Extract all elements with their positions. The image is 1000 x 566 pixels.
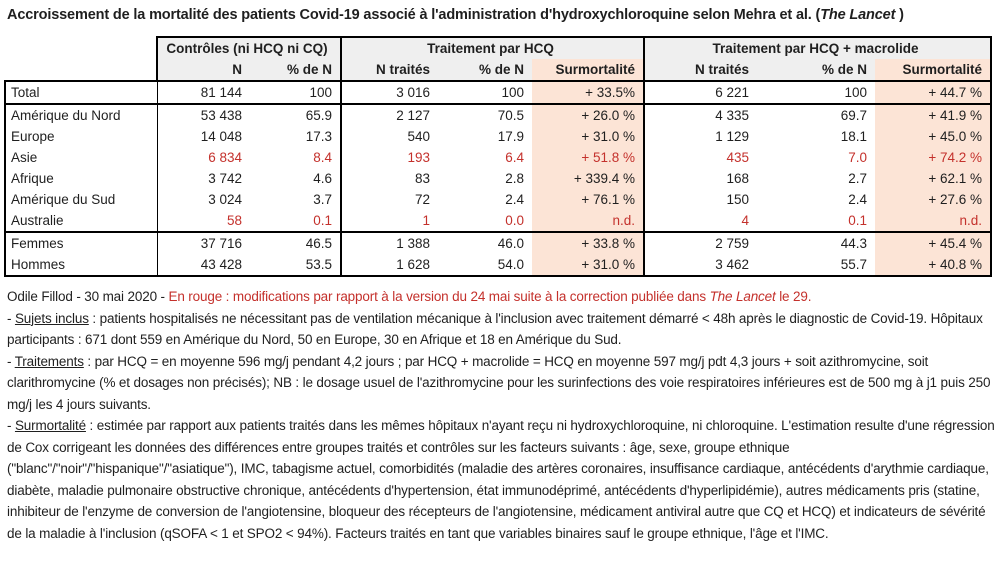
table-row — [5, 104, 991, 126]
footnote-segment: : estimée par rapport aux patients traités dans les mêmes hôpitaux n'ayant reçu ni hydroxychloroquine, ni chloroquine. L'estimation resulte d'une régression de Cox corrigeant les données des différences entre groupes traités et contrôles sur les facteurs suivants : âge, sexe, groupe ethnique ("blanc"/"noir"/"hispanique"/"asiatique"), IMC, tabagisme actuel, comorbidités (maladie des artères coronaires, insuffisance cardiaque, antécédents d'arythmie cardiaque, diabète, maladie pulmonaire obstructive chronique, antécédents d'hypertension, état immunodéprimé, antécédents d'hyperlipidémie), autres médicaments pris (statine, inhibiteur de l'enzyme de conversion de l'angiotensine, bloqueur des récepteurs de l'angiotensine, médicament antiviral autre que CQ et HCQ) et indicateurs de sévérité de la maladie à l'inclusion (qSOFA < 1 et SPO2 < 94%). Facteurs traités en tant que variables binaires sauf le groupe ethnique, l'âge et l'IMC. — [7, 418, 995, 541]
table-row — [5, 232, 991, 254]
value-cell: + 27.6 % — [875, 189, 991, 210]
value-cell: + 26.0 % — [532, 104, 644, 126]
col-header-n-traites: N traités — [644, 59, 757, 81]
group-header-controls: Contrôles (ni HCQ ni CQ) — [157, 37, 341, 59]
value-cell: + 40.8 % — [875, 254, 991, 276]
row-label: Australie — [5, 210, 157, 232]
value-cell: 3 024 — [208, 192, 242, 207]
row-label: Hommes — [5, 254, 157, 276]
footnote-segment: The Lancet — [709, 289, 776, 304]
value-cell: 6.4 — [505, 150, 524, 165]
footnote-segment: : patients hospitalisés ne nécessitant pas de ventilation mécanique à l'inclusion avec traitement démarré < 48h après le diagnostic de Covid-19. Hôpitaux participants : 671 dont 559 en Amérique du Nord, 50 en Europe, 30 en Afrique et 18 en Amérique du Sud. — [7, 310, 983, 347]
value-cell: 168 — [644, 168, 757, 189]
page-title-end: ) — [895, 7, 904, 23]
table-body — [5, 81, 991, 276]
value-cell: + 51.8 % — [532, 147, 644, 168]
corner-cell — [5, 59, 157, 81]
value-cell: 58 — [226, 213, 242, 228]
value-cell: + 45.0 % — [875, 126, 991, 147]
value-cell: 540 — [341, 126, 438, 147]
mortality-table — [4, 36, 992, 277]
value-cell: 53 438 — [157, 104, 250, 126]
value-cell: 17.9 — [497, 129, 524, 144]
value-cell: 46.0 — [438, 232, 532, 254]
value-cell: 18.1 — [840, 129, 867, 144]
table-row — [5, 81, 991, 104]
table-row — [5, 254, 991, 276]
footnote-segment: Sujets inclus — [14, 310, 89, 326]
row-label: Amérique du Sud — [5, 189, 157, 210]
page-title — [0, 0, 1000, 23]
value-cell: 0.1 — [313, 213, 332, 228]
table-row — [5, 147, 991, 168]
col-header-surmortalite: Surmortalité — [532, 59, 644, 81]
col-header-pct: % de N — [757, 59, 875, 81]
table-row — [5, 189, 991, 210]
value-cell: 100 — [438, 81, 532, 104]
row-label: Amérique du Nord — [5, 104, 157, 126]
value-cell: 17.3 — [305, 129, 332, 144]
footnote-paragraph — [7, 351, 995, 416]
value-cell: 83 — [341, 168, 438, 189]
col-header-n-traites: N traités — [341, 59, 438, 81]
value-cell: 54.0 — [438, 254, 532, 276]
value-cell: + 33.8 % — [532, 232, 644, 254]
value-cell: 1 129 — [644, 126, 757, 147]
value-cell: 69.7 — [757, 104, 875, 126]
row-label: Asie — [5, 147, 157, 168]
value-cell: + 31.0 % — [532, 126, 644, 147]
value-cell: 4 335 — [644, 104, 757, 126]
footnote-segment: Odile Fillod - 30 mai 2020 - — [7, 289, 169, 304]
value-cell: 3.7 — [313, 192, 332, 207]
value-cell: 150 — [644, 189, 757, 210]
value-cell: + 74.2 % — [875, 147, 991, 168]
footnote-paragraph — [7, 286, 995, 308]
value-cell: 2 759 — [644, 232, 757, 254]
footnote-paragraph — [7, 308, 995, 351]
value-cell: 37 716 — [157, 232, 250, 254]
table-row — [5, 210, 991, 232]
value-cell: 81 144 — [157, 81, 250, 104]
value-cell: + 339.4 % — [532, 168, 644, 189]
table-row — [5, 168, 991, 189]
value-cell: 2.4 — [848, 192, 867, 207]
value-cell: 0.1 — [848, 213, 867, 228]
value-cell: 65.9 — [250, 104, 341, 126]
value-cell: 55.7 — [757, 254, 875, 276]
value-cell: 46.5 — [250, 232, 341, 254]
value-cell: 100 — [757, 81, 875, 104]
group-header-hcq-macrolide: Traitement par HCQ + macrolide — [644, 37, 991, 59]
value-cell: + 76.1 % — [532, 189, 644, 210]
footnote-segment: le 29. — [775, 289, 812, 304]
col-header-pct: % de N — [438, 59, 532, 81]
value-cell: 100 — [250, 81, 341, 104]
value-cell: + 33.5% — [532, 81, 644, 104]
value-cell: 44.3 — [757, 232, 875, 254]
group-header-row — [5, 37, 991, 59]
value-cell: 2.4 — [505, 192, 524, 207]
value-cell: 3 462 — [644, 254, 757, 276]
footnotes — [7, 286, 995, 544]
value-cell: 3 742 — [208, 171, 242, 186]
value-cell: 4.6 — [313, 171, 332, 186]
footnote-segment: Traitements — [14, 353, 84, 369]
page-title-main: Accroissement de la mortalité des patients Covid-19 associé à l'administration d'hydroxychloroquine selon Mehra et al. ( — [7, 7, 821, 23]
value-cell: + 45.4 % — [875, 232, 991, 254]
footnote-paragraph — [7, 415, 995, 544]
value-cell: n.d. — [532, 210, 644, 232]
value-cell: 43 428 — [157, 254, 250, 276]
footnote-segment: - — [7, 310, 15, 326]
value-cell: 6 221 — [644, 81, 757, 104]
value-cell: 7.0 — [848, 150, 867, 165]
col-header-n: N — [157, 59, 250, 81]
value-cell: + 31.0 % — [532, 254, 644, 276]
column-header-row — [5, 59, 991, 81]
value-cell: 2 127 — [341, 104, 438, 126]
footnote-segment: Surmortalité — [14, 418, 86, 433]
value-cell: 14 048 — [200, 129, 242, 144]
value-cell: + 62.1 % — [875, 168, 991, 189]
value-cell: 70.5 — [438, 104, 532, 126]
value-cell: 53.5 — [250, 254, 341, 276]
value-cell: 2.7 — [848, 171, 867, 186]
value-cell: 6 834 — [208, 150, 242, 165]
value-cell: + 44.7 % — [875, 81, 991, 104]
page-title-journal: The Lancet — [820, 7, 896, 23]
value-cell: 435 — [644, 147, 757, 168]
value-cell: 1 628 — [341, 254, 438, 276]
row-label: Femmes — [5, 232, 157, 254]
footnote-segment: - — [7, 353, 15, 369]
value-cell: + 41.9 % — [875, 104, 991, 126]
value-cell: 3 016 — [341, 81, 438, 104]
value-cell: 1 388 — [341, 232, 438, 254]
corner-cell — [5, 37, 157, 59]
value-cell: 4 — [644, 210, 757, 232]
row-label: Total — [5, 81, 157, 104]
col-header-surmortalite: Surmortalité — [875, 59, 991, 81]
footnote-segment: En rouge : modifications par rapport à la version du 24 mai suite à la correction publiée dans — [168, 289, 710, 304]
value-cell: 0.0 — [505, 213, 524, 228]
footnote-segment: : par HCQ = en moyenne 596 mg/j pendant 4,2 jours ; par HCQ + macrolide = HCQ en moyenne 597 mg/j pdt 4,3 jours + soit azithromycine, soit clarithromycine (% et dosages non précisés); NB : le dosage usuel de l'azithromycine pour les surinfections des voie respiratoires inférieures est de 500 mg à j1 puis 250 mg/j les 4 jours suivants. — [7, 353, 991, 412]
value-cell: 72 — [341, 189, 438, 210]
col-header-pct: % de N — [250, 59, 341, 81]
table-row — [5, 126, 991, 147]
value-cell: 8.4 — [313, 150, 332, 165]
group-header-hcq: Traitement par HCQ — [341, 37, 644, 59]
row-label: Afrique — [5, 168, 157, 189]
value-cell: 2.8 — [505, 171, 524, 186]
value-cell: 193 — [341, 147, 438, 168]
value-cell: n.d. — [875, 210, 991, 232]
row-label: Europe — [5, 126, 157, 147]
footnote-segment: - — [7, 418, 15, 433]
value-cell: 1 — [341, 210, 438, 232]
